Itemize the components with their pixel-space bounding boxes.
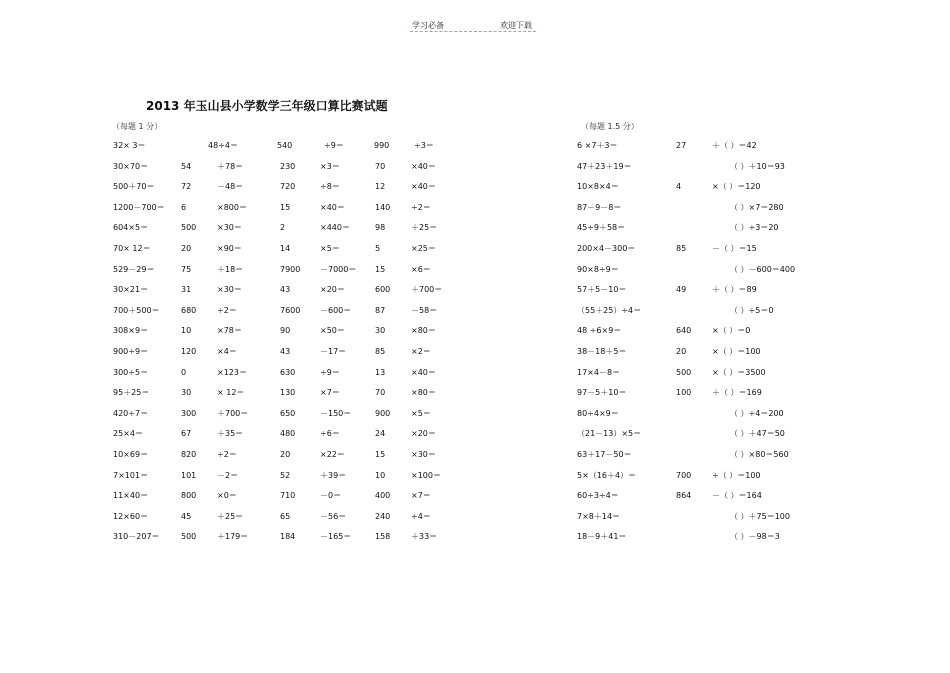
left-problem-cell: ×6＝ bbox=[411, 264, 431, 274]
left-problem-cell: 820 bbox=[181, 450, 197, 459]
left-problem-cell: 1200－700＝ bbox=[113, 202, 165, 212]
left-problem-cell: 15 bbox=[375, 450, 386, 459]
left-problem-cell: 7600 bbox=[280, 305, 301, 315]
right-problem-cell: ÷（ ）＝100 bbox=[712, 470, 761, 480]
right-problem-cell: （ ）＋10＝93 bbox=[730, 161, 785, 171]
left-problem-cell: ×5＝ bbox=[320, 244, 340, 253]
left-problem-cell: 15 bbox=[375, 264, 386, 274]
right-problem-cell: （ ）÷5＝0 bbox=[730, 305, 774, 315]
right-problem-cell: 100 bbox=[676, 388, 692, 398]
left-problem-cell: 12 bbox=[375, 182, 386, 192]
right-problem-cell: 20 bbox=[676, 347, 687, 356]
right-problem-cell: （ ）÷4＝200 bbox=[730, 408, 784, 418]
left-problem-cell: 7900 bbox=[280, 264, 301, 274]
left-problem-cell: ×20＝ bbox=[411, 429, 436, 439]
left-problem-cell: × 12＝ bbox=[217, 388, 245, 398]
left-problem-cell: ÷3＝ bbox=[414, 141, 434, 150]
left-problem-cell: －58＝ bbox=[411, 305, 438, 315]
right-problem-cell: ×（ ）＝120 bbox=[712, 182, 761, 192]
left-problem-cell: ×30＝ bbox=[411, 450, 436, 459]
left-problem-cell: 300 bbox=[181, 408, 197, 418]
right-problem-cell: 87－9－8＝ bbox=[577, 202, 622, 212]
left-problem-cell: 48÷4＝ bbox=[208, 141, 238, 150]
right-problem-cell: ＋（ ）＝89 bbox=[712, 285, 757, 295]
right-problem-cell: 6 ×7＋3＝ bbox=[577, 141, 618, 150]
left-problem-cell: ×100＝ bbox=[411, 470, 441, 480]
left-problem-cell: 500＋70＝ bbox=[113, 182, 155, 192]
left-problem-cell: 680 bbox=[181, 305, 197, 315]
left-problem-cell: －600＝ bbox=[320, 305, 352, 315]
left-problem-cell: 43 bbox=[280, 347, 291, 356]
left-problem-cell: ＋700＝ bbox=[411, 285, 443, 295]
left-problem-cell: 2 bbox=[280, 223, 286, 233]
left-problem-cell: 420÷7＝ bbox=[113, 408, 149, 418]
left-problem-cell: 65 bbox=[280, 511, 291, 521]
left-problem-cell: ×2＝ bbox=[411, 347, 431, 356]
left-problem-cell: ×40＝ bbox=[320, 202, 345, 212]
right-section-note: （每题 1.5 分） bbox=[581, 122, 639, 131]
left-problem-cell: 240 bbox=[375, 511, 391, 521]
left-problem-cell: ×30＝ bbox=[217, 223, 242, 233]
right-problem-cell: 27 bbox=[676, 141, 687, 150]
left-problem-cell: －56＝ bbox=[320, 511, 347, 521]
right-problem-cell: 17×4－8＝ bbox=[577, 367, 621, 377]
right-problem-cell: 640 bbox=[676, 326, 692, 336]
header-left: 学习必备 bbox=[412, 21, 444, 30]
right-problem-cell: （55＋25）÷4＝ bbox=[577, 305, 642, 315]
header-divider bbox=[410, 31, 536, 32]
left-problem-cell: 43 bbox=[280, 285, 291, 295]
left-problem-cell: 710 bbox=[280, 491, 296, 501]
left-problem-cell: ×50＝ bbox=[320, 326, 345, 336]
left-problem-cell: 95＋25＝ bbox=[113, 388, 150, 398]
right-problem-cell: 45÷9＋58＝ bbox=[577, 223, 626, 233]
right-problem-cell: 500 bbox=[676, 367, 692, 377]
left-problem-cell: ×90＝ bbox=[217, 244, 242, 253]
right-problem-cell: （ ）＋47＝50 bbox=[730, 429, 785, 439]
left-problem-cell: －17＝ bbox=[320, 347, 347, 356]
left-problem-cell: 70× 12＝ bbox=[113, 244, 151, 253]
left-problem-cell: 52 bbox=[280, 470, 291, 480]
right-problem-cell: 90×8÷9＝ bbox=[577, 264, 619, 274]
header-right: 欢迎下载 bbox=[500, 21, 532, 30]
left-problem-cell: ×78＝ bbox=[217, 326, 242, 336]
left-problem-cell: ×5＝ bbox=[411, 408, 431, 418]
left-problem-cell: 70 bbox=[375, 388, 386, 398]
right-problem-cell: 57＋5－10＝ bbox=[577, 285, 627, 295]
left-problem-cell: 20 bbox=[280, 450, 291, 459]
left-problem-cell: 230 bbox=[280, 161, 296, 171]
right-problem-cell: ×（ ）＝100 bbox=[712, 347, 761, 356]
left-problem-cell: 75 bbox=[181, 264, 192, 274]
right-problem-cell: 97－5＋10＝ bbox=[577, 388, 627, 398]
right-problem-cell: 700 bbox=[676, 470, 692, 480]
right-problem-cell: （ ）÷3＝20 bbox=[730, 223, 779, 233]
left-problem-cell: 14 bbox=[280, 244, 291, 253]
left-problem-cell: 900 bbox=[375, 408, 391, 418]
left-problem-cell: ÷9＝ bbox=[324, 141, 344, 150]
left-problem-cell: ÷8＝ bbox=[320, 182, 340, 192]
right-problem-cell: （ ）×80＝560 bbox=[730, 450, 789, 459]
left-problem-cell: 500 bbox=[181, 532, 197, 542]
right-problem-cell: ＋（ ）＝169 bbox=[712, 388, 762, 398]
left-problem-cell: 30×70＝ bbox=[113, 161, 149, 171]
left-problem-cell: ×80＝ bbox=[411, 326, 436, 336]
left-problem-cell: 650 bbox=[280, 408, 296, 418]
right-problem-cell: 47＋23＋19＝ bbox=[577, 161, 632, 171]
left-problem-cell: －48＝ bbox=[217, 182, 244, 192]
right-problem-cell: 60÷3÷4＝ bbox=[577, 491, 619, 501]
right-problem-cell: 10×8×4＝ bbox=[577, 182, 619, 192]
right-problem-cell: （ ）＋75＝100 bbox=[730, 511, 790, 521]
left-problem-cell: ＋78＝ bbox=[217, 161, 244, 171]
right-problem-cell: （ ）－98＝3 bbox=[730, 532, 780, 542]
left-problem-cell: ＋33＝ bbox=[411, 532, 438, 542]
left-problem-cell: ÷9＝ bbox=[320, 367, 340, 377]
left-problem-cell: ×7＝ bbox=[320, 388, 340, 398]
right-problem-cell: （ ）×7＝280 bbox=[730, 202, 784, 212]
left-problem-cell: 720 bbox=[280, 182, 296, 192]
left-problem-cell: ＋179＝ bbox=[217, 532, 249, 542]
left-problem-cell: 158 bbox=[375, 532, 391, 542]
right-problem-cell: 49 bbox=[676, 285, 687, 295]
right-problem-cell: －（ ）＝15 bbox=[712, 244, 757, 253]
left-problem-cell: 20 bbox=[181, 244, 192, 253]
right-problem-cell: 864 bbox=[676, 491, 692, 501]
left-problem-cell: 990 bbox=[374, 141, 390, 150]
left-problem-cell: ×40＝ bbox=[411, 367, 436, 377]
left-problem-cell: ×0＝ bbox=[217, 491, 237, 501]
left-problem-cell: 15 bbox=[280, 202, 291, 212]
right-problem-cell: 80÷4×9＝ bbox=[577, 408, 619, 418]
right-problem-cell: 4 bbox=[676, 182, 682, 192]
left-problem-cell: 11×40＝ bbox=[113, 491, 149, 501]
left-problem-cell: ÷6＝ bbox=[320, 429, 340, 439]
left-problem-cell: ×40＝ bbox=[411, 161, 436, 171]
left-problem-cell: 900÷9＝ bbox=[113, 347, 149, 356]
left-problem-cell: ×123＝ bbox=[217, 367, 247, 377]
left-problem-cell: 30×21＝ bbox=[113, 285, 149, 295]
left-problem-cell: 500 bbox=[181, 223, 197, 233]
left-problem-cell: ＋25＝ bbox=[411, 223, 438, 233]
left-problem-cell: 45 bbox=[181, 511, 192, 521]
right-problem-cell: ＋（ ）＝42 bbox=[712, 141, 757, 150]
right-problem-cell: ×（ ）＝3500 bbox=[712, 367, 766, 377]
right-problem-cell: 5×（16＋4）＝ bbox=[577, 470, 637, 480]
left-problem-cell: 98 bbox=[375, 223, 386, 233]
right-problem-cell: 63＋17－50＝ bbox=[577, 450, 632, 459]
left-problem-cell: ×80＝ bbox=[411, 388, 436, 398]
left-problem-cell: 120 bbox=[181, 347, 197, 356]
left-problem-cell: ＋35＝ bbox=[217, 429, 244, 439]
left-problem-cell: 308×9＝ bbox=[113, 326, 149, 336]
left-problem-cell: －165＝ bbox=[320, 532, 352, 542]
left-problem-cell: －0＝ bbox=[320, 491, 342, 501]
right-problem-cell: 48 ÷6×9＝ bbox=[577, 326, 622, 336]
left-problem-cell: ＋39＝ bbox=[320, 470, 347, 480]
left-problem-cell: ＋18＝ bbox=[217, 264, 244, 274]
left-problem-cell: ×3＝ bbox=[320, 161, 340, 171]
left-problem-cell: ×440＝ bbox=[320, 223, 350, 233]
left-problem-cell: 31 bbox=[181, 285, 192, 295]
left-problem-cell: 30 bbox=[181, 388, 192, 398]
left-problem-cell: 140 bbox=[375, 202, 391, 212]
left-problem-cell: ＋700＝ bbox=[217, 408, 249, 418]
right-problem-cell: 85 bbox=[676, 244, 687, 253]
left-problem-cell: 600 bbox=[375, 285, 391, 295]
left-problem-cell: 10×69＝ bbox=[113, 450, 149, 459]
left-problem-cell: 13 bbox=[375, 367, 386, 377]
left-problem-cell: 700＋500＝ bbox=[113, 305, 160, 315]
right-problem-cell: ×（ ）＝0 bbox=[712, 326, 751, 336]
left-problem-cell: －150＝ bbox=[320, 408, 352, 418]
left-problem-cell: ×20＝ bbox=[320, 285, 345, 295]
left-problem-cell: 529－29＝ bbox=[113, 264, 155, 274]
left-problem-cell: ×30＝ bbox=[217, 285, 242, 295]
left-problem-cell: ×4＝ bbox=[217, 347, 237, 356]
left-problem-cell: ×25＝ bbox=[411, 244, 436, 253]
right-problem-cell: 18－9＋41＝ bbox=[577, 532, 627, 542]
left-problem-cell: ×800＝ bbox=[217, 202, 247, 212]
left-problem-cell: 6 bbox=[181, 202, 187, 212]
left-problem-cell: 800 bbox=[181, 491, 197, 501]
left-problem-cell: －2＝ bbox=[217, 470, 239, 480]
left-problem-cell: 10 bbox=[375, 470, 386, 480]
left-problem-cell: 30 bbox=[375, 326, 386, 336]
left-problem-cell: 72 bbox=[181, 182, 192, 192]
left-problem-cell: 10 bbox=[181, 326, 192, 336]
right-problem-cell: 7×8＋14＝ bbox=[577, 511, 621, 521]
left-section-note: （每题 1 分） bbox=[112, 122, 163, 131]
left-problem-cell: 90 bbox=[280, 326, 291, 336]
left-problem-cell: ÷2＝ bbox=[217, 305, 237, 315]
left-problem-cell: ×22＝ bbox=[320, 450, 345, 459]
left-problem-cell: 25×4＝ bbox=[113, 429, 143, 439]
left-problem-cell: ÷2＝ bbox=[217, 450, 237, 459]
right-problem-cell: 200×4－300＝ bbox=[577, 244, 636, 253]
left-problem-cell: 24 bbox=[375, 429, 386, 439]
left-problem-cell: ＋25＝ bbox=[217, 511, 244, 521]
left-problem-cell: 12×60＝ bbox=[113, 511, 149, 521]
left-problem-cell: 67 bbox=[181, 429, 192, 439]
left-problem-cell: 300÷5＝ bbox=[113, 367, 149, 377]
left-problem-cell: 540 bbox=[277, 141, 293, 150]
left-problem-cell: ÷2＝ bbox=[411, 202, 431, 212]
left-problem-cell: 310－207＝ bbox=[113, 532, 160, 542]
left-problem-cell: 184 bbox=[280, 532, 296, 542]
left-problem-cell: 400 bbox=[375, 491, 391, 501]
left-problem-cell: ÷4＝ bbox=[411, 511, 431, 521]
right-problem-cell: （21－13）×5＝ bbox=[577, 429, 642, 439]
left-problem-cell: 0 bbox=[181, 367, 187, 377]
left-problem-cell: 101 bbox=[181, 470, 197, 480]
page-title: 2013 年玉山县小学数学三年级口算比赛试题 bbox=[146, 99, 388, 113]
left-problem-cell: 7×101＝ bbox=[113, 470, 149, 480]
left-problem-cell: 5 bbox=[375, 244, 381, 253]
left-problem-cell: 70 bbox=[375, 161, 386, 171]
left-problem-cell: －7000＝ bbox=[320, 264, 357, 274]
left-problem-cell: 32× 3＝ bbox=[113, 141, 146, 150]
left-problem-cell: 630 bbox=[280, 367, 296, 377]
left-problem-cell: 87 bbox=[375, 305, 386, 315]
left-problem-cell: 130 bbox=[280, 388, 296, 398]
left-problem-cell: 85 bbox=[375, 347, 386, 356]
left-problem-cell: 54 bbox=[181, 161, 192, 171]
left-problem-cell: ×40＝ bbox=[411, 182, 436, 192]
right-problem-cell: （ ）－600＝400 bbox=[730, 264, 796, 274]
right-problem-cell: －（ ）＝164 bbox=[712, 491, 762, 501]
right-problem-cell: 38－18＋5＝ bbox=[577, 347, 627, 356]
left-problem-cell: 480 bbox=[280, 429, 296, 439]
left-problem-cell: 604×5＝ bbox=[113, 223, 149, 233]
left-problem-cell: ×7＝ bbox=[411, 491, 431, 501]
